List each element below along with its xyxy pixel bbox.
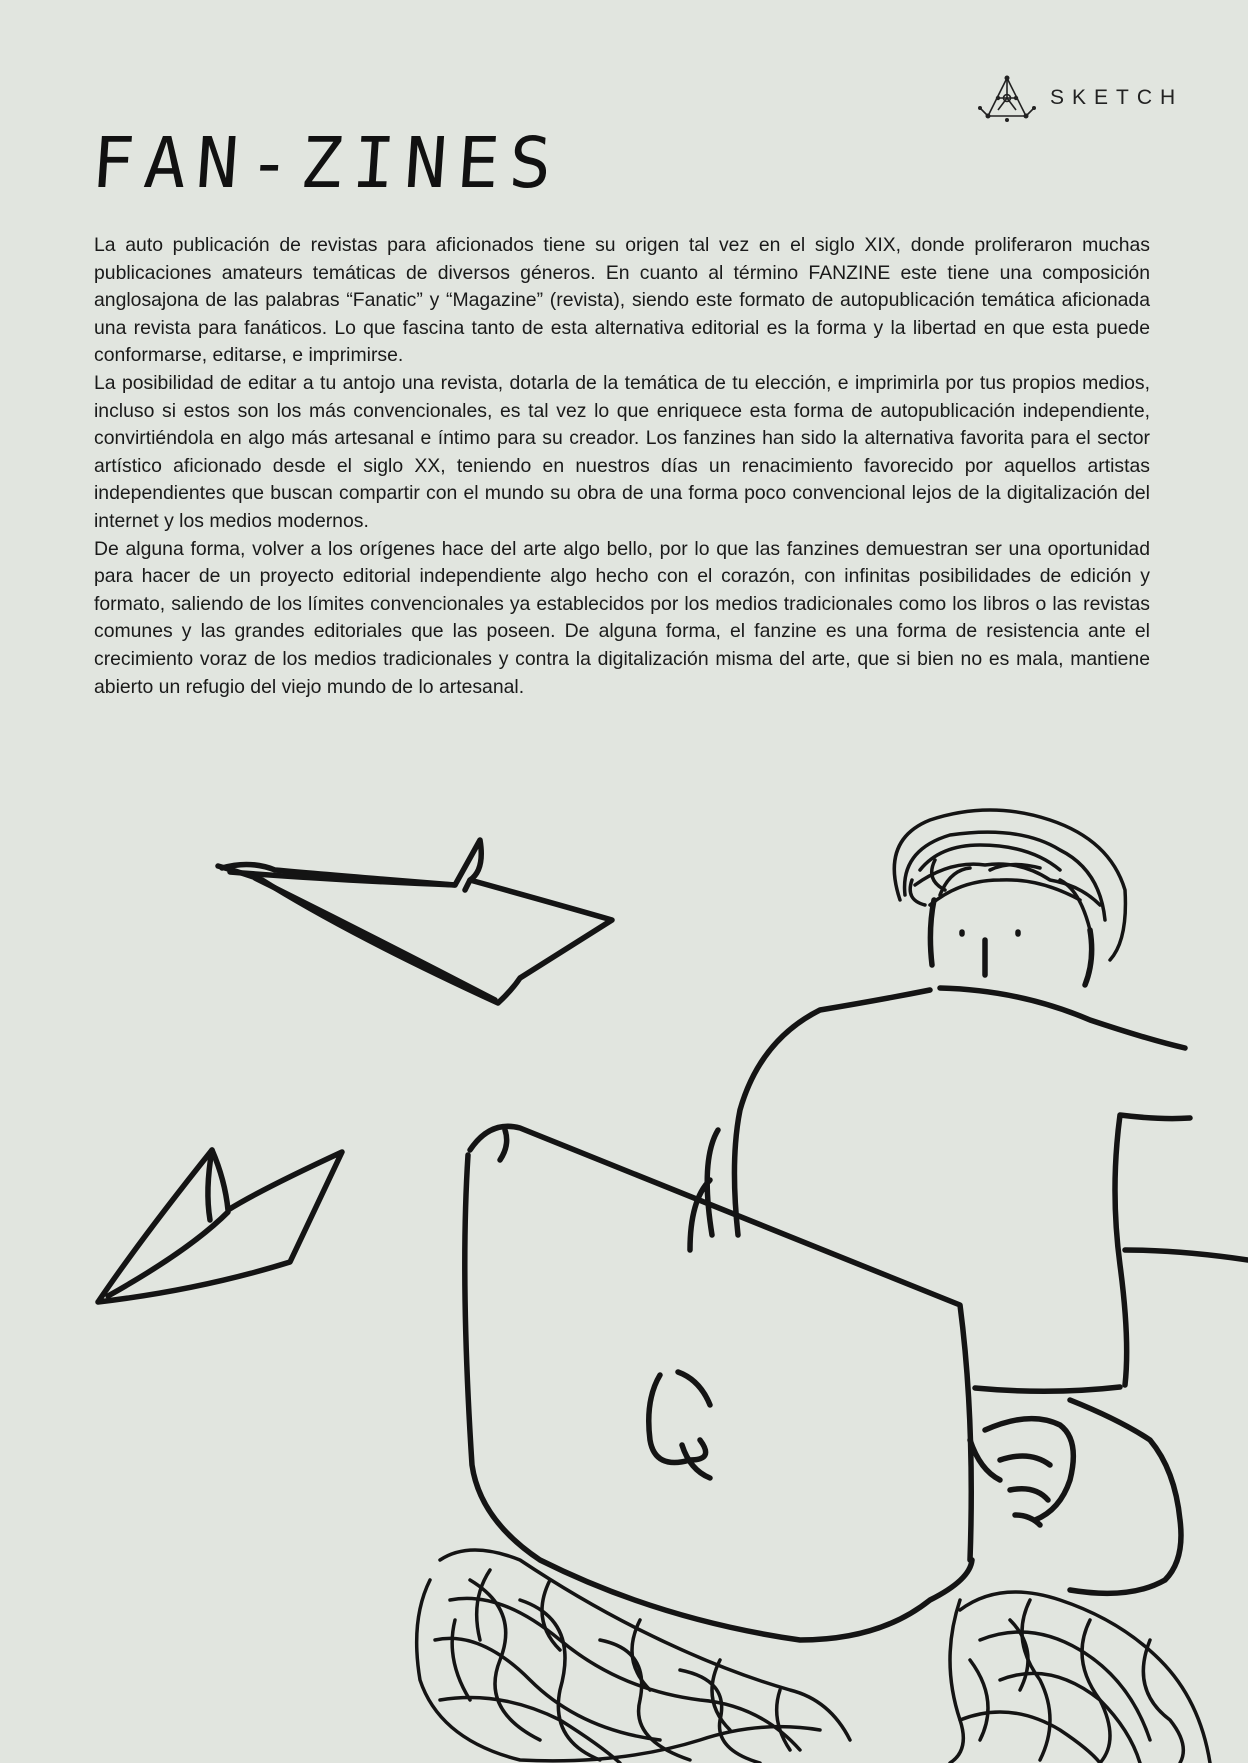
paragraph: De alguna forma, volver a los orígenes hace del arte algo bello, por lo que las fanzines demuestran ser una oportunidad para hacer de un proyecto editorial independiente algo hecho con el corazón, con infinitas posibilidades de edición y formato, saliendo de los límites convencionales ya establecidos por los medios tradicionales como los libros o las revistas comunes y las grandes editoriales que las poseen. De alguna forma, el fanzine es una forma de resistencia ante el crecimiento voraz de los medios tradicionales y contra la digitalización misma del arte, que si bien no es mala, mantiene abierto un refugio del viejo mundo de lo artesanal. [94,537,1150,698]
brand-logo [978,72,1183,124]
paper-plane-icon [218,840,612,1003]
page-title: FAN-ZINES [89,122,565,204]
constellation-triangle-icon [978,72,1036,124]
paragraph: La posibilidad de editar a tu antojo una revista, dotarla de la temática de tu elección, e imprimirla por tus propios medios, incluso si estos son los más convencionales, es tal vez lo que enriquece esta forma de autopublicación independiente, convirtiéndola en algo más artesanal e íntimo para su creador. Los fanzines han sido la alternativa favorita para el sector artístico aficionado desde el siglo XX, teniendo en nuestros días un renacimiento favorecido por aquellos artistas independientes que buscan compartir con el mundo su obra de una forma poco convencional lejos de la digitalización del internet y los medios modernos. [94,371,1150,532]
article-body [94,232,1150,701]
brand-name: SKETCH [1050,86,1184,109]
person-with-laptop-icon [417,810,1248,1763]
paper-plane-icon [98,1150,342,1302]
paragraph: La auto publicación de revistas para aficionados tiene su origen tal vez en el siglo XIX, donde proliferaron muchas publicaciones amateurs temáticas de diversos géneros. En cuanto al término FANZINE este tiene una composición anglosajona de las palabras “Fanatic” y “Magazine” (revista), siendo este formato de autopublicación temática aficionada una revista para fanáticos. Lo que fascina tanto de esta alternativa editorial es la forma y la libertad en que esta puede conformarse, editarse, e imprimirse. [94,234,1150,367]
illustration [0,760,1248,1763]
